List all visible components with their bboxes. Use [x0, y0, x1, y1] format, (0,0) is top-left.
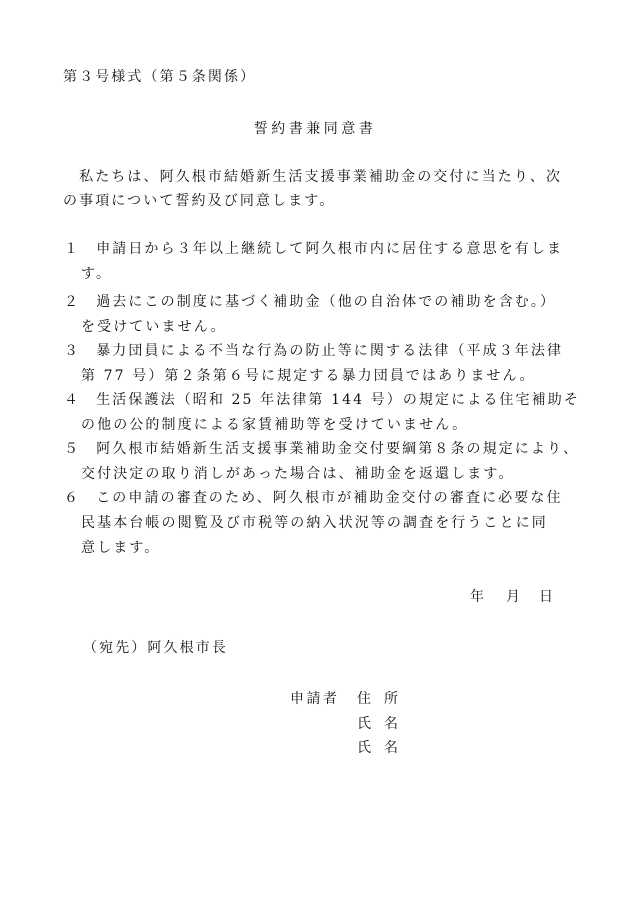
list-item-line: ２ 過去にこの制度に基づく補助金（他の自治体での補助を含む。） — [64, 294, 557, 310]
intro-line: 私たちは、阿久根市結婚新生活支援事業補助金の交付に当たり、次 — [63, 169, 563, 185]
list-item-line: １ 申請日から３年以上継続して阿久根市内に居住する意思を有しま — [64, 241, 564, 257]
list-item-line: ３ 暴力団員による不当な行為の防止等に関する法律（平成３年法律 — [64, 343, 564, 359]
list-item-line: 意します。 — [81, 540, 161, 556]
name-label-1 — [357, 713, 398, 733]
applicant-label: 申請者 — [290, 691, 340, 707]
date-day-label: 日 — [539, 589, 553, 605]
address-label — [357, 688, 398, 708]
list-item-line: す。 — [81, 266, 113, 282]
list-item-line: を受けていません。 — [81, 319, 227, 335]
addressee: （宛先）阿久根市長 — [83, 640, 228, 656]
name-label-2 — [357, 737, 398, 757]
name-label-char: 名 — [384, 716, 398, 732]
list-item-line: ５ 阿久根市結婚新生活支援事業補助金交付要綱第８条の規定により、 — [64, 441, 580, 457]
list-item-line: の他の公的制度による家賃補助等を受けていません。 — [81, 417, 469, 433]
form-number: 第３号様式（第５条関係） — [63, 69, 257, 85]
intro-line: の事項について誓約及び同意します。 — [63, 193, 336, 209]
document-title: 誓約書兼同意書 — [253, 121, 377, 137]
address-label-char: 所 — [384, 691, 398, 707]
name-label-char: 氏 — [357, 740, 371, 756]
date-line — [470, 586, 553, 606]
date-year-label: 年 — [470, 589, 484, 605]
address-label-char: 住 — [357, 691, 371, 707]
list-item-line: 第 77 号）第２条第６号に規定する暴力団員ではありません。 — [81, 368, 536, 384]
name-label-char: 名 — [384, 740, 398, 756]
list-item-line: ４ 生活保護法（昭和 25 年法律第 144 号）の規定による住宅補助そ — [64, 392, 580, 408]
list-item-line: ６ この申請の審査のため、阿久根市が補助金交付の審査に必要な住 — [64, 490, 563, 506]
list-item-line: 交付決定の取り消しがあった場合は、補助金を返還します。 — [81, 466, 515, 482]
name-label-char: 氏 — [357, 716, 371, 732]
date-month-label: 月 — [506, 589, 520, 605]
list-item-line: 民基本台帳の閲覧及び市税等の納入状況等の調査を行うことに同 — [81, 515, 548, 531]
